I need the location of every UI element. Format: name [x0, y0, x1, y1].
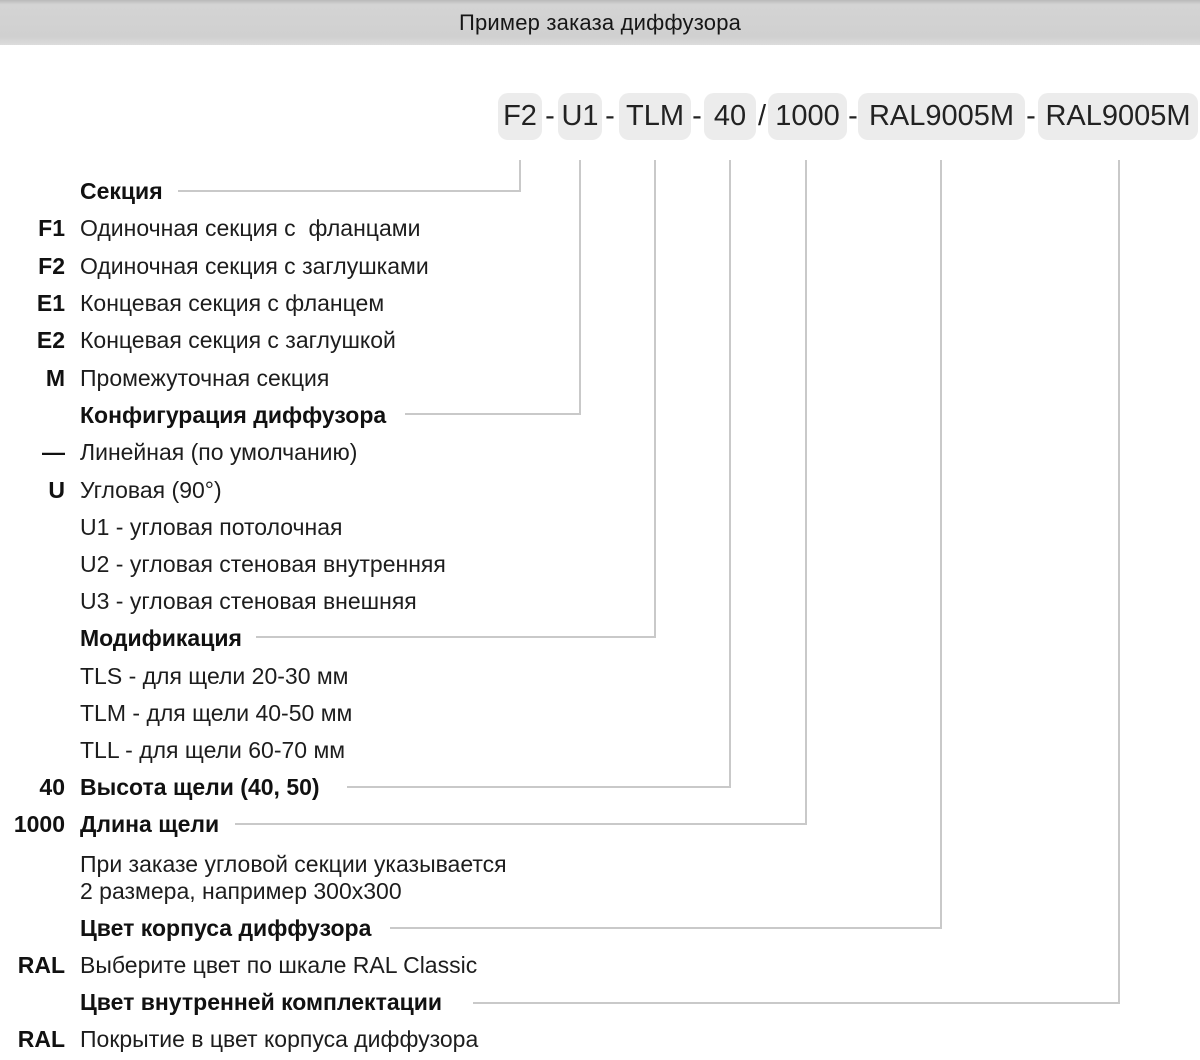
code-separator: -: [692, 100, 702, 132]
legend-item-u1: U1 - угловая потолочная: [80, 514, 343, 540]
code-separator: -: [545, 100, 555, 132]
legend-item-ral-inner: RAL Покрытие в цвет корпуса диффузора: [17, 1026, 479, 1052]
legend-item-u3: U3 - угловая стеновая внешняя: [80, 588, 417, 614]
page-title: Пример заказа диффузора: [458, 9, 742, 35]
legend-heading-slot-height: 40 Высота щели (40, 50): [39, 774, 320, 800]
code-box-body-color: RAL9005M: [858, 93, 1025, 140]
code-separator: -: [848, 100, 858, 132]
legend-note-line2: 2 размера, например 300x300: [80, 878, 402, 904]
legend-item-tll: TLL - для щели 60-70 мм: [80, 737, 346, 763]
legend-item-linear: — Линейная (по умолчанию): [42, 439, 358, 465]
code-separator: -: [1026, 100, 1036, 132]
header-bar: [0, 0, 1200, 45]
legend-item-ral-body: RAL Выберите цвет по шкале RAL Classic: [17, 952, 478, 978]
code-box-configuration: U1: [558, 93, 602, 140]
legend-heading-section: Секция: [80, 178, 163, 204]
legend-item-e1: E1 Концевая секция с фланцем: [36, 290, 385, 316]
legend-item-tlm: TLM - для щели 40-50 мм: [80, 700, 353, 726]
legend-heading-slot-length: 1000 Длина щели: [13, 811, 220, 837]
legend-item-f1: F1 Одиночная секция с фланцами: [38, 215, 421, 241]
legend-item-e2: E2 Концевая секция с заглушкой: [36, 327, 396, 353]
code-box-section: F2: [498, 93, 542, 140]
legend-heading-inner-color: Цвет внутренней комплектации: [80, 989, 443, 1015]
legend-note-line1: При заказе угловой секции указывается: [80, 851, 507, 877]
legend-item-u2: U2 - угловая стеновая внутренняя: [80, 551, 446, 577]
code-separator: -: [605, 100, 615, 132]
code-box-inner-color: RAL9005M: [1038, 93, 1198, 140]
legend-heading-modification: Модификация: [80, 625, 242, 651]
code-box-slot-height: 40: [704, 93, 756, 140]
legend-item-tls: TLS - для щели 20-30 мм: [80, 663, 349, 689]
legend-heading-body-color: Цвет корпуса диффузора: [80, 915, 372, 941]
legend-item-m: M Промежуточная секция: [45, 365, 330, 391]
legend-item-u: U Угловая (90°): [48, 477, 222, 503]
legend-heading-configuration: Конфигурация диффузора: [80, 402, 387, 428]
code-separator: /: [757, 100, 767, 132]
code-box-modification: TLM: [619, 93, 691, 140]
code-box-slot-length: 1000: [768, 93, 847, 140]
legend-item-f2: F2 Одиночная секция с заглушками: [38, 253, 429, 279]
